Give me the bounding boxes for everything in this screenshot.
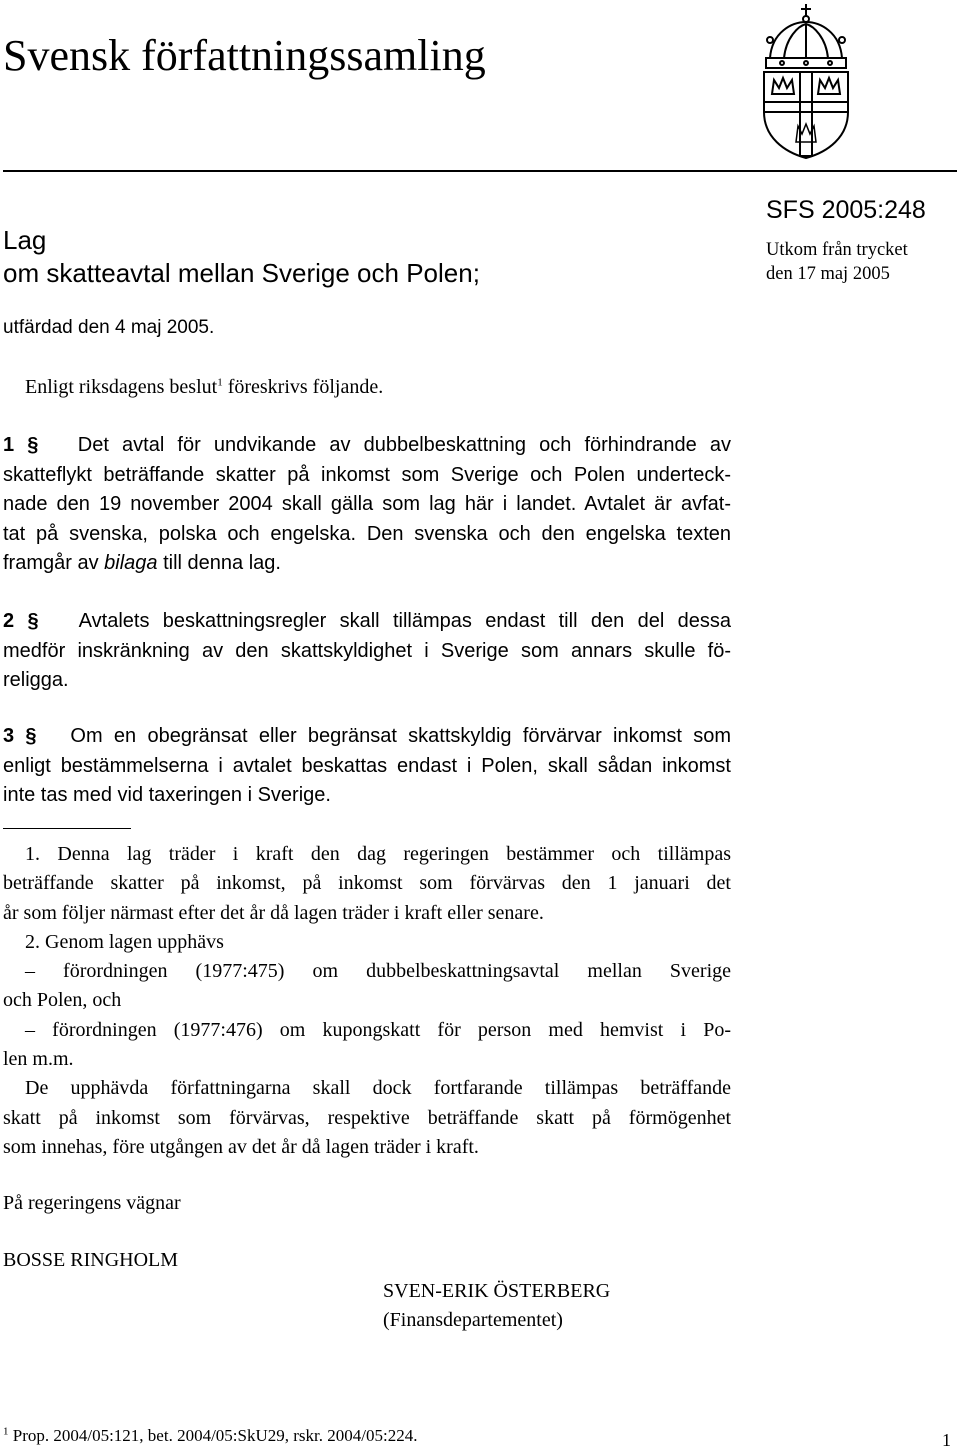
repealed-1-line-1: – förordningen (1977:475) om dubbelbeskattningsavtal mellan Sverige [25, 960, 731, 983]
series-title: Svensk författningssamling [3, 31, 486, 80]
preamble-text: Enligt riksdagens beslut [25, 376, 218, 398]
transitional-2-intro: 2. Genom lagen upphävs [25, 930, 224, 953]
law-title-line-2: om skatteavtal mellan Sverige och Polen; [3, 258, 480, 288]
section-2-line-1 [3, 607, 731, 637]
repealed-1-line-2: och Polen, och [3, 989, 122, 1012]
closing-line-2: skatt på inkomst som förvärvas, respektive beträffande skatt på förmögenhet [3, 1106, 731, 1129]
issued-date: utfärdad den 4 maj 2005. [3, 317, 215, 338]
section-text: Avtalets beskattningsregler skall tillämpas endast till den del dessa [78, 610, 731, 632]
section-1 [3, 431, 731, 579]
section-1-number: 1 § [3, 434, 39, 456]
section-3 [3, 722, 731, 811]
section-1-line-3: nade den 19 november 2004 skall gälla som lag här i landet. Avtalet är avfat- [3, 493, 731, 515]
section-2-number: 2 § [3, 610, 39, 632]
repealed-2-line-1: – förordningen (1977:476) om kupongskatt för person med hemvist i Po- [25, 1018, 731, 1041]
section-1-line-4: tat på svenska, polska och engelska. Den svenska och den engelska texten [3, 522, 731, 545]
section-text: Om en obegränsat eller begränsat skattskyldig förvärvar inkomst som [70, 725, 731, 747]
preamble-line [3, 373, 731, 403]
transitional-1-line-2: beträffande skatter på inkomst, på inkomst som förvärvas den 1 januari det [3, 872, 731, 895]
transitional-rule [3, 828, 131, 829]
footnote-ref: 1 [217, 376, 223, 389]
section-3-number: 3 § [3, 725, 37, 747]
section-1-line-1 [3, 431, 731, 461]
transitional-provisions [3, 840, 731, 1162]
section-text: framgår av [3, 552, 105, 574]
section-2-line-3: religga. [3, 669, 69, 691]
law-title-line-1: Lag [3, 225, 47, 255]
section-2-line-2: medför inskränkning av den skattskyldighet i Sverige som annars skulle fö- [3, 639, 731, 662]
section-2 [3, 607, 731, 696]
footnote-text: Prop. 2004/05:121, bet. 2004/05:SkU29, rskr. 2004/05:224. [8, 1426, 418, 1445]
official-name: SVEN-ERIK ÖSTERBERG [383, 1280, 611, 1302]
section-1-line-2: skatteflykt beträffande skatter på inkomst som Sverige och Polen underteck- [3, 463, 731, 486]
section-3-line-3: inte tas med vid taxeringen i Sverige. [3, 784, 331, 806]
transitional-1-line-1: 1. Denna lag träder i kraft den dag regeringen bestämmer och tillämpas [25, 843, 731, 865]
section-text: till denna lag. [157, 552, 281, 574]
department-name: (Finansdepartementet) [383, 1309, 563, 1331]
published-line-2: den 17 maj 2005 [766, 264, 890, 284]
page-number: 1 [942, 1430, 951, 1450]
state-crest-logo [752, 2, 860, 160]
section-text: Det avtal för undvikande av dubbelbeskattning och förhindrande av [77, 434, 732, 456]
repealed-2-line-2: len m.m. [3, 1048, 74, 1071]
preamble-text-after: föreskrivs följande. [222, 376, 384, 398]
official-signature [383, 1277, 610, 1335]
on-behalf-of-government: På regeringens vägnar [3, 1192, 181, 1214]
publication-note [766, 238, 908, 286]
footnote-mark: 1 [3, 1425, 9, 1438]
law-title [3, 224, 480, 290]
preamble [3, 373, 731, 403]
header-rule [3, 170, 957, 172]
minister-signature: BOSSE RINGHOLM [3, 1249, 179, 1271]
section-3-line-2: enligt bestämmelserna i avtalet beskattas endast i Polen, skall sådan inkomst [3, 754, 731, 777]
appendix-reference: bilaga [104, 552, 158, 574]
section-1-line-5 [3, 549, 731, 579]
closing-line-3: som innehas, före utgången av det år då lagen träder i kraft. [3, 1135, 479, 1158]
sfs-number: SFS 2005:248 [766, 196, 926, 224]
transitional-1-line-3: år som följer närmast efter det år då lagen träder i kraft eller senare. [3, 901, 544, 924]
published-line-1: Utkom från trycket [766, 240, 908, 260]
section-3-line-1 [3, 722, 731, 752]
footnote [3, 1426, 417, 1446]
closing-line-1: De upphävda författningarna skall dock fortfarande tillämpas beträffande [25, 1077, 731, 1100]
